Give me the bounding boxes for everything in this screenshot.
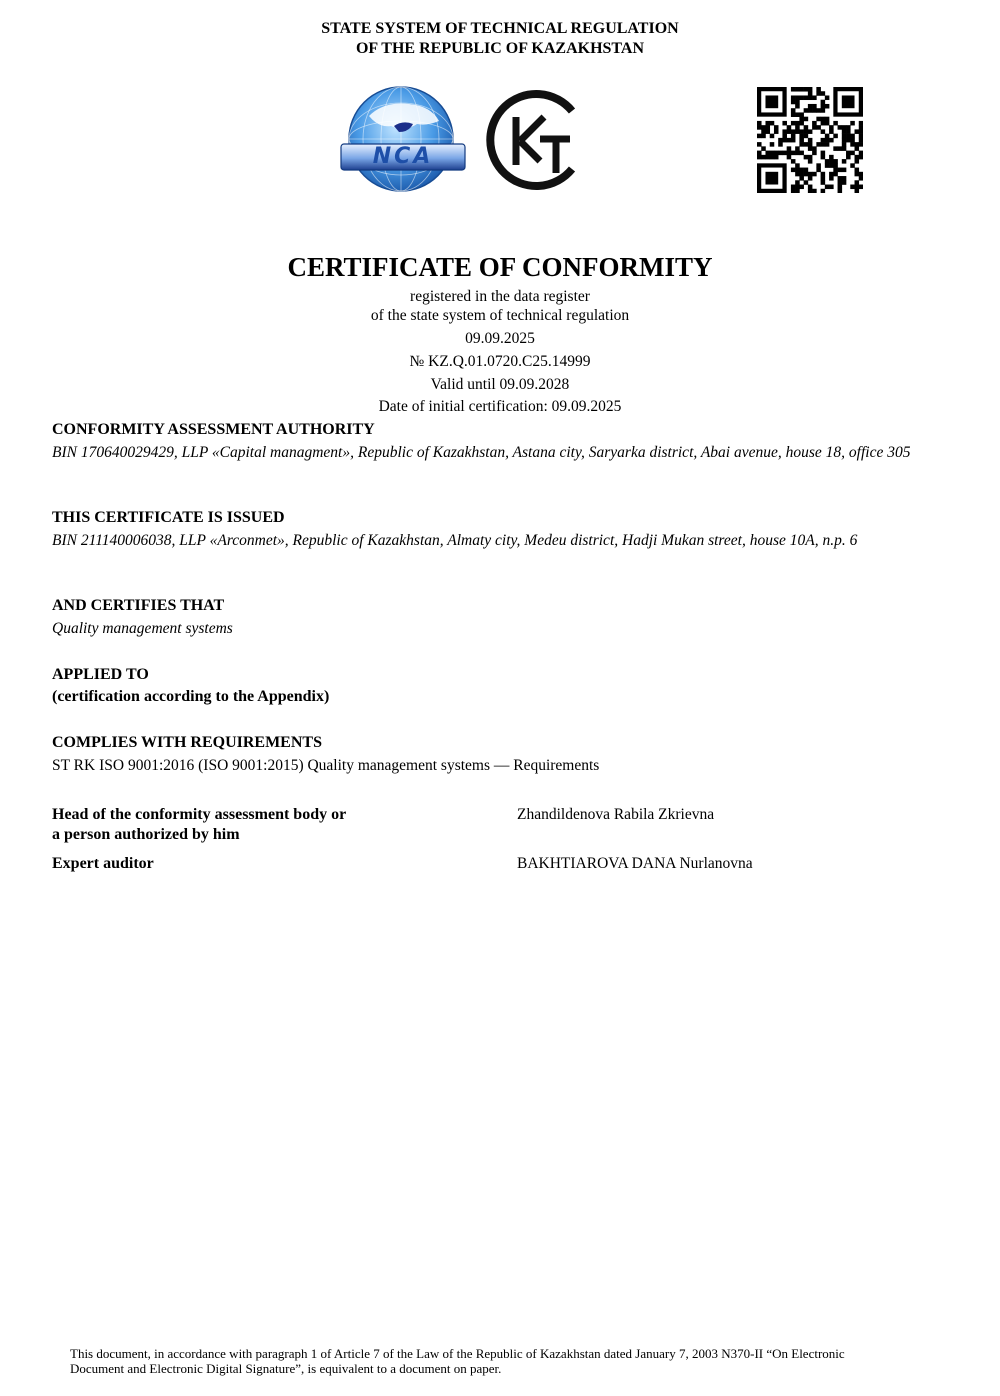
complies-text: ST RK ISO 9001:2016 (ISO 9001:2015) Quality management systems — Requirements (52, 757, 600, 774)
qr-code (757, 87, 863, 193)
footer-line-2: Document and Electronic Digital Signature”, is equivalent to a document on paper. (70, 1361, 502, 1376)
globe-icon (339, 86, 467, 194)
authority-heading: CONFORMITY ASSESSMENT AUTHORITY (52, 421, 375, 438)
auditor-name: BAKHTIAROVA DANA Nurlanovna (517, 855, 753, 872)
certificate-number: № KZ.Q.01.0720.C25.14999 (409, 353, 591, 370)
auditor-label: Expert auditor (52, 855, 154, 872)
issuer-header (0, 19, 1000, 59)
kz-mark-icon (486, 89, 582, 191)
issued-heading: THIS CERTIFICATE IS ISSUED (52, 509, 285, 526)
head-label-line-2: a person authorized by him (52, 826, 240, 843)
legal-footer (70, 1346, 930, 1376)
certifies-text: Quality management systems (52, 620, 233, 637)
certifies-heading: AND CERTIFIES THAT (52, 597, 225, 614)
authority-text: BIN 170640029429, LLP «Capital managment», Republic of Kazakhstan, Astana city, Saryarka district, Abai avenue, house 18, office 305 (52, 444, 911, 461)
nca-logo-text: NCA (372, 144, 434, 169)
nca-logo (339, 86, 467, 194)
complies-heading: COMPLIES WITH REQUIREMENTS (52, 734, 322, 751)
registration-line-1: registered in the data register (410, 288, 590, 305)
footer-line-1: This document, in accordance with paragraph 1 of Article 7 of the Law of the Republic of Kazakhstan dated January 7, 2003 N370-II “On Electronic (70, 1346, 845, 1361)
issued-text: BIN 211140006038, LLP «Arconmet», Republic of Kazakhstan, Almaty city, Medeu district, Hadji Mukan street, house 10A, n.p. 6 (52, 532, 858, 549)
issuer-line-1: STATE SYSTEM OF TECHNICAL REGULATION (321, 20, 679, 37)
applied-text: (certification according to the Appendix) (52, 688, 330, 705)
head-name: Zhandildenova Rabila Zkrievna (517, 806, 715, 823)
registration-date: 09.09.2025 (465, 330, 535, 347)
applied-heading: APPLIED TO (52, 666, 149, 683)
certificate-title: CERTIFICATE OF CONFORMITY (287, 252, 713, 282)
qr-code-icon (757, 87, 863, 193)
valid-until: Valid until 09.09.2028 (430, 376, 570, 393)
head-label (52, 805, 472, 845)
kz-logo (486, 89, 582, 191)
initial-certification-date: Date of initial certification: 09.09.2025 (378, 398, 622, 415)
issuer-line-2: OF THE REPUBLIC OF KAZAKHSTAN (355, 40, 645, 57)
registration-line-2: of the state system of technical regulation (370, 307, 630, 324)
head-label-line-1: Head of the conformity assessment body or (52, 806, 347, 823)
